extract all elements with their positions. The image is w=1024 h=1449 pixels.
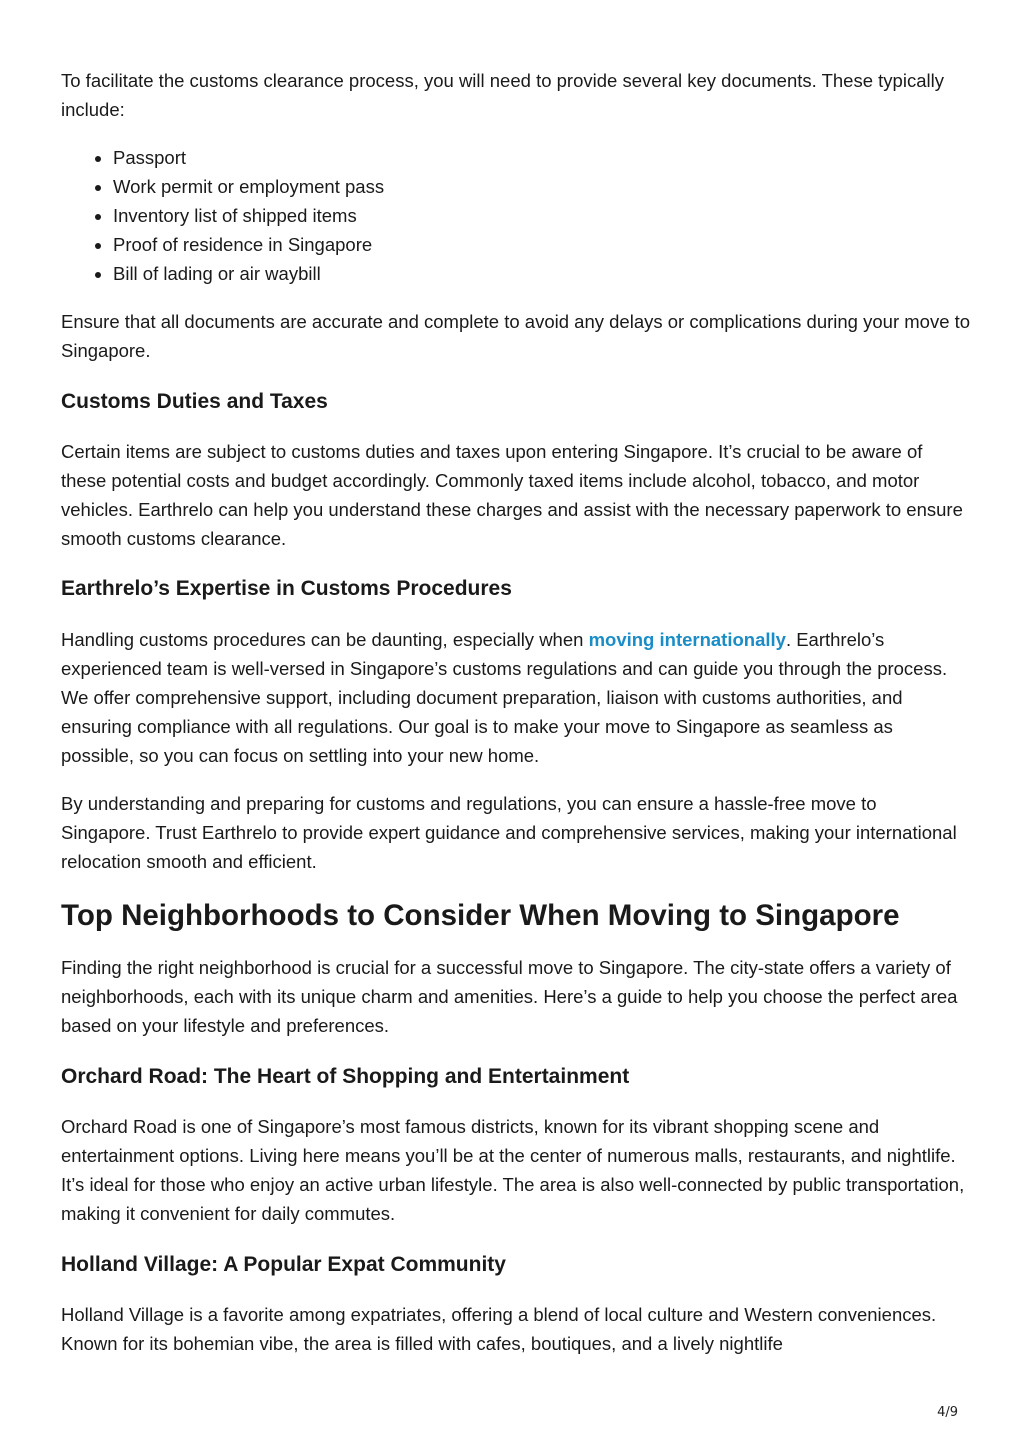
expertise-text-start: Handling customs procedures can be daunting, especially when xyxy=(61,629,589,650)
expertise-paragraph xyxy=(61,625,971,770)
holland-paragraph: Holland Village is a favorite among expatriates, offering a blend of local culture and Western conveniences. Known for its bohemian vibe, the area is filled with cafes, boutiques, and a lively nightlife xyxy=(61,1304,937,1354)
list-item: • Work permit or employment pass xyxy=(113,172,971,201)
neighborhoods-heading: Top Neighborhoods to Consider When Moving to Singapore xyxy=(61,899,900,932)
list-item: • Passport xyxy=(113,143,971,172)
intro-paragraph: To facilitate the customs clearance process, you will need to provide several key documents. These typically include: xyxy=(61,70,944,120)
document-page xyxy=(61,66,971,1358)
expertise-heading: Earthrelo’s Expertise in Customs Procedures xyxy=(61,577,512,600)
duties-heading: Customs Duties and Taxes xyxy=(61,390,328,413)
list-item: • Inventory list of shipped items xyxy=(113,201,971,230)
list-item: • Proof of residence in Singapore xyxy=(113,230,971,259)
closing-paragraph: By understanding and preparing for customs and regulations, you can ensure a hassle-free move to Singapore. Trust Earthrelo to provide expert guidance and comprehensive services, making your international relocation smooth and efficient. xyxy=(61,793,957,872)
ensure-paragraph: Ensure that all documents are accurate and complete to avoid any delays or complications during your move to Singapore. xyxy=(61,311,971,361)
list-item: • Bill of lading or air waybill xyxy=(113,259,971,288)
neighborhoods-paragraph: Finding the right neighborhood is crucial for a successful move to Singapore. The city-state offers a variety of neighborhoods, each with its unique charm and amenities. Here’s a guide to help you choose the perfect area based on your lifestyle and preferences. xyxy=(61,957,958,1036)
moving-internationally-link[interactable]: moving internationally xyxy=(588,629,786,650)
page-number: 4/9 xyxy=(937,1405,958,1420)
orchard-paragraph: Orchard Road is one of Singapore’s most famous districts, known for its vibrant shopping scene and entertainment options. Living here means you’ll be at the center of numerous malls, restaurants, and nightlife. It’s ideal for those who enjoy an active urban lifestyle. The area is also well-connected by public transportation, making it convenient for daily commutes. xyxy=(61,1116,965,1224)
documents-list xyxy=(61,143,971,288)
expertise-text-end: . Earthrelo’s experienced team is well-versed in Singapore’s customs regulations and can guide you through the process. We offer comprehensive support, including document preparation, liaison with customs authorities, and ensuring compliance with all regulations. Our goal is to make your move to Singapore as seamless as possible, so you can focus on settling into your new home. xyxy=(61,629,948,766)
orchard-heading: Orchard Road: The Heart of Shopping and Entertainment xyxy=(61,1065,630,1088)
duties-paragraph: Certain items are subject to customs duties and taxes upon entering Singapore. It’s crucial to be aware of these potential costs and budget accordingly. Commonly taxed items include alcohol, tobacco, and motor vehicles. Earthrelo can help you understand these charges and assist with the necessary paperwork to ensure smooth customs clearance. xyxy=(61,441,963,549)
holland-heading: Holland Village: A Popular Expat Community xyxy=(61,1253,506,1276)
